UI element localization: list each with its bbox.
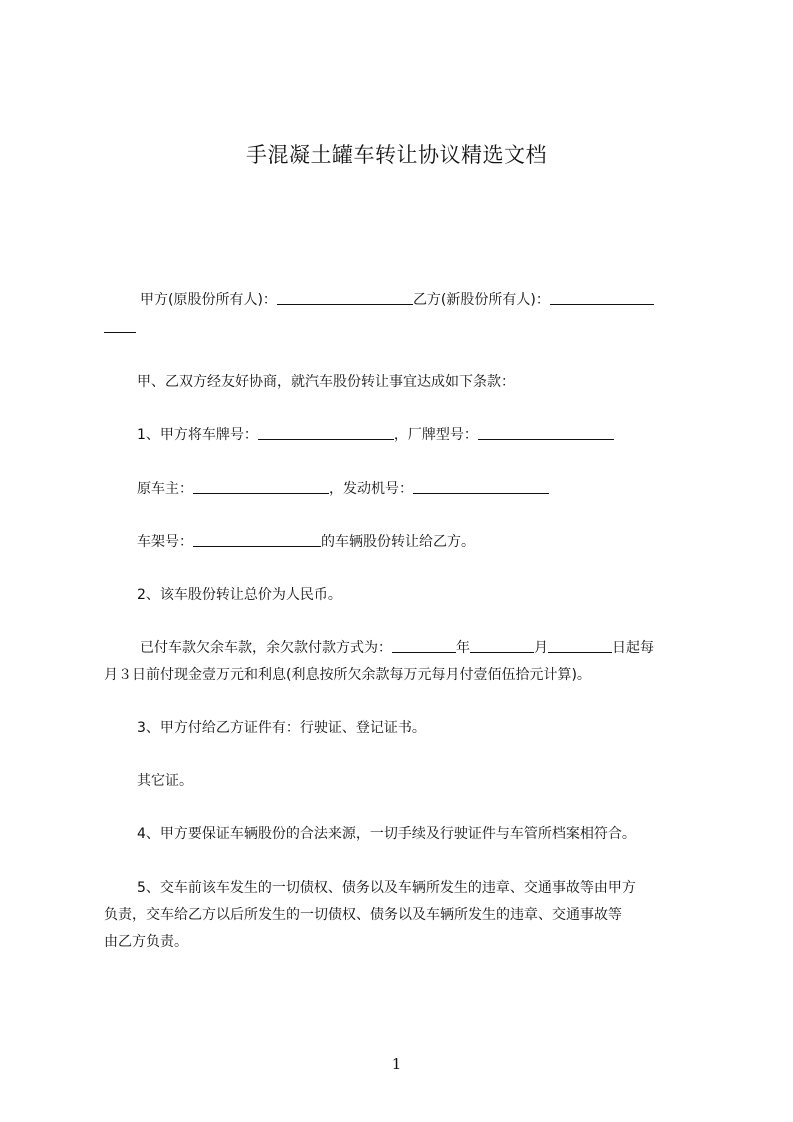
clause-5-line-3: 由乙方负责。 [104, 934, 188, 950]
payment-line-1 [140, 638, 793, 658]
payment-month-blank [470, 638, 534, 653]
party-a-blank [277, 290, 413, 305]
party-b-blank-continued [104, 318, 793, 338]
document-title: 手混凝土罐车转让协议精选文档 [246, 143, 547, 167]
clause-1-model-label: ，厂牌型号： [393, 427, 478, 443]
model-blank [478, 425, 614, 440]
clause-5-line-2: 负责，交车给乙方以后所发生的一切债权、债务以及车辆所发生的违章、交通事故等 [104, 907, 622, 923]
parties-line [140, 290, 793, 310]
payment-year-blank [392, 638, 456, 653]
clause-1-line [137, 425, 793, 445]
engine-blank [413, 479, 549, 494]
engine-label: ，发动机号： [329, 481, 413, 497]
owner-engine-line [137, 479, 793, 499]
payment-day-blank [548, 638, 612, 653]
party-b-label: 乙方(新股份所有人)： [412, 292, 550, 308]
payment-day-suffix: 日起每 [612, 640, 654, 656]
payment-year-label: 年 [456, 640, 470, 656]
party-b-blank-tail [104, 318, 136, 333]
clause-5-line-1: 5、交车前该车发生的一切债权、债务以及车辆所发生的违章、交通事故等由甲方 [137, 880, 636, 896]
frame-line [137, 532, 793, 552]
frame-blank [193, 532, 321, 547]
clause-4: 4、甲方要保证车辆股份的合法来源，一切手续及行驶证件与车管所档案相符合。 [137, 826, 636, 842]
intro-paragraph: 甲、乙双方经友好协商，就汽车股份转让事宜达成如下条款： [137, 374, 515, 390]
party-b-blank [550, 290, 654, 305]
payment-month-label: 月 [534, 640, 548, 656]
page-number: 1 [391, 1055, 402, 1073]
clause-2: 2、该车股份转让总价为人民币。 [137, 587, 342, 603]
party-a-label: 甲方(原股份所有人)： [140, 292, 277, 308]
clause-3: 3、甲方付给乙方证件有：行驶证、登记证书。 [137, 720, 426, 736]
plate-number-blank [258, 425, 394, 440]
owner-label: 原车主： [137, 481, 193, 497]
frame-label: 车架号： [137, 534, 193, 550]
owner-blank [193, 479, 329, 494]
payment-prefix: 已付车款欠余车款，余欠款付款方式为： [140, 640, 392, 656]
payment-line-2: 月３日前付现金壹万元和利息(利息按所欠余款每万元每月付壹佰伍拾元计算)。 [104, 667, 591, 683]
clause-1-plate-label: 1、甲方将车牌号： [137, 427, 258, 443]
frame-suffix: 的车辆股份转让给乙方。 [321, 534, 475, 550]
other-certificates: 其它证。 [137, 773, 193, 789]
